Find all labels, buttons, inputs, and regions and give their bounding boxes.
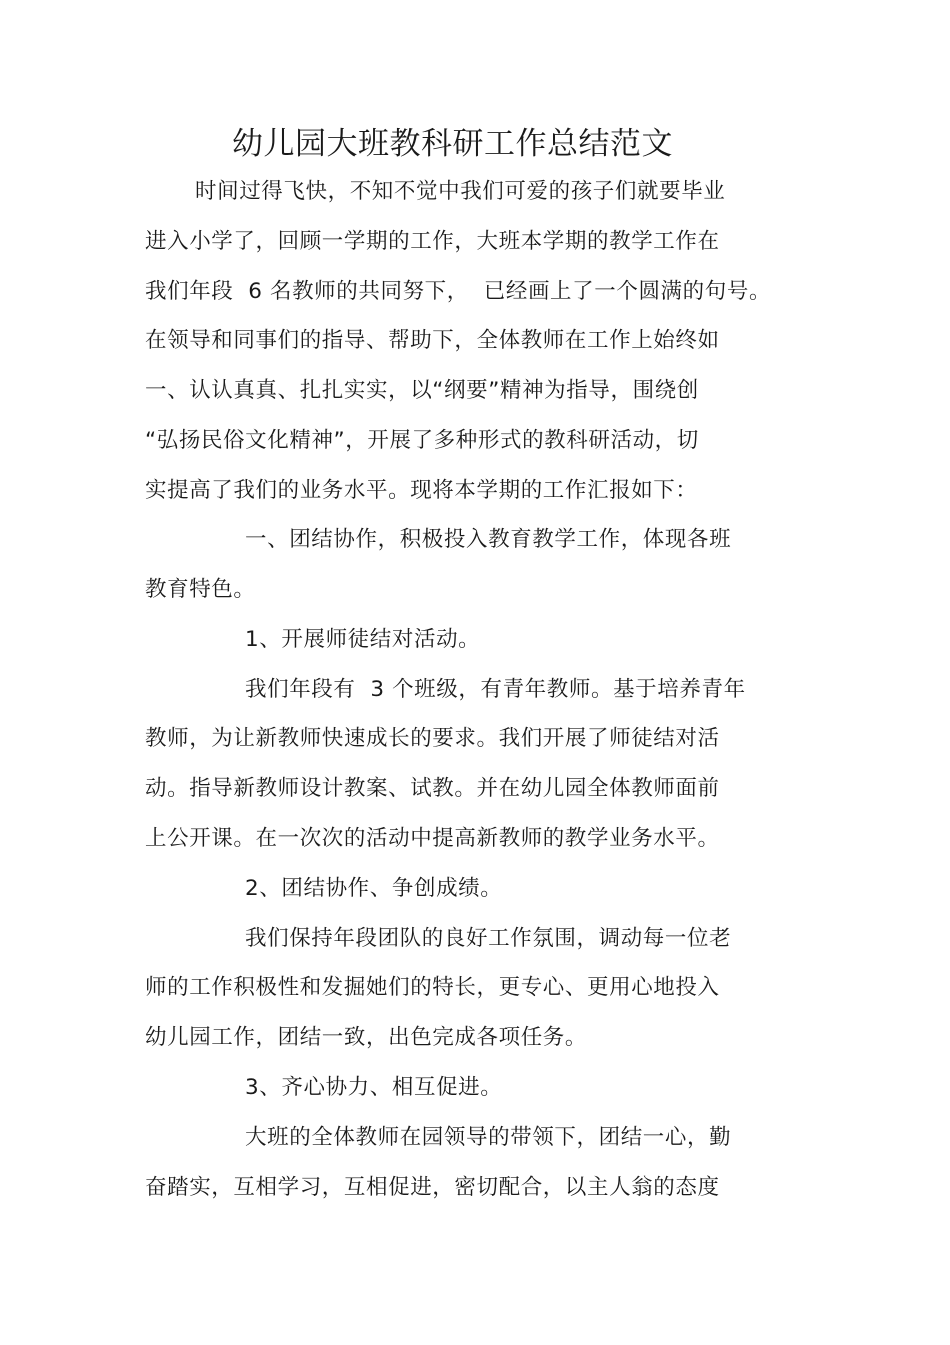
section-heading: 一、团结协作，积极投入教育教学工作，体现各班	[245, 527, 732, 552]
paragraph-line: “弘扬民俗文化精神”，开展了多种形式的教科研活动，切	[145, 428, 699, 453]
paragraph-line: 大班的全体教师在园领导的带领下，团结一心，勤	[245, 1125, 732, 1150]
paragraph-line: 教师，为让新教师快速成长的要求。我们开展了师徒结对活	[145, 726, 720, 751]
paragraph-line: 幼儿园工作，团结一致，出色完成各项任务。	[145, 1025, 588, 1050]
paragraph-line: 在领导和同事们的指导、帮助下，全体教师在工作上始终如	[145, 328, 720, 353]
paragraph-line: 时间过得飞快，不知不觉中我们可爱的孩子们就要毕业	[195, 179, 726, 204]
paragraph-line: 动。指导新教师设计教案、试教。并在幼儿园全体教师面前	[145, 776, 720, 801]
subsection-heading: 1、开展师徒结对活动。	[245, 627, 481, 652]
paragraph-line: 我们年段有 3 个班级，有青年教师。基于培养青年	[245, 677, 746, 702]
paragraph-line: 我们年段 6 名教师的共同努下， 已经画上了一个圆满的句号。	[145, 279, 772, 304]
paragraph-line: 奋踏实，互相学习，互相促进，密切配合，以主人翁的态度	[145, 1175, 720, 1200]
document-title: 幼儿园大班教科研工作总结范文	[232, 126, 673, 162]
subsection-heading: 3、齐心协力、相互促进。	[245, 1075, 503, 1100]
paragraph-line: 实提高了我们的业务水平。现将本学期的工作汇报如下：	[145, 478, 698, 503]
paragraph-line: 进入小学了，回顾一学期的工作，大班本学期的教学工作在	[145, 229, 720, 254]
paragraph-line: 教育特色。	[145, 577, 256, 602]
paragraph-line: 师的工作积极性和发掘她们的特长，更专心、更用心地投入	[145, 975, 720, 1000]
subsection-heading: 2、团结协作、争创成绩。	[245, 876, 503, 901]
paragraph-line: 一、认认真真、扎扎实实，以“纲要”精神为指导，围绕创	[145, 378, 699, 403]
paragraph-line: 上公开课。在一次次的活动中提高新教师的教学业务水平。	[145, 826, 720, 851]
paragraph-line: 我们保持年段团队的良好工作氛围，调动每一位老	[245, 926, 732, 951]
